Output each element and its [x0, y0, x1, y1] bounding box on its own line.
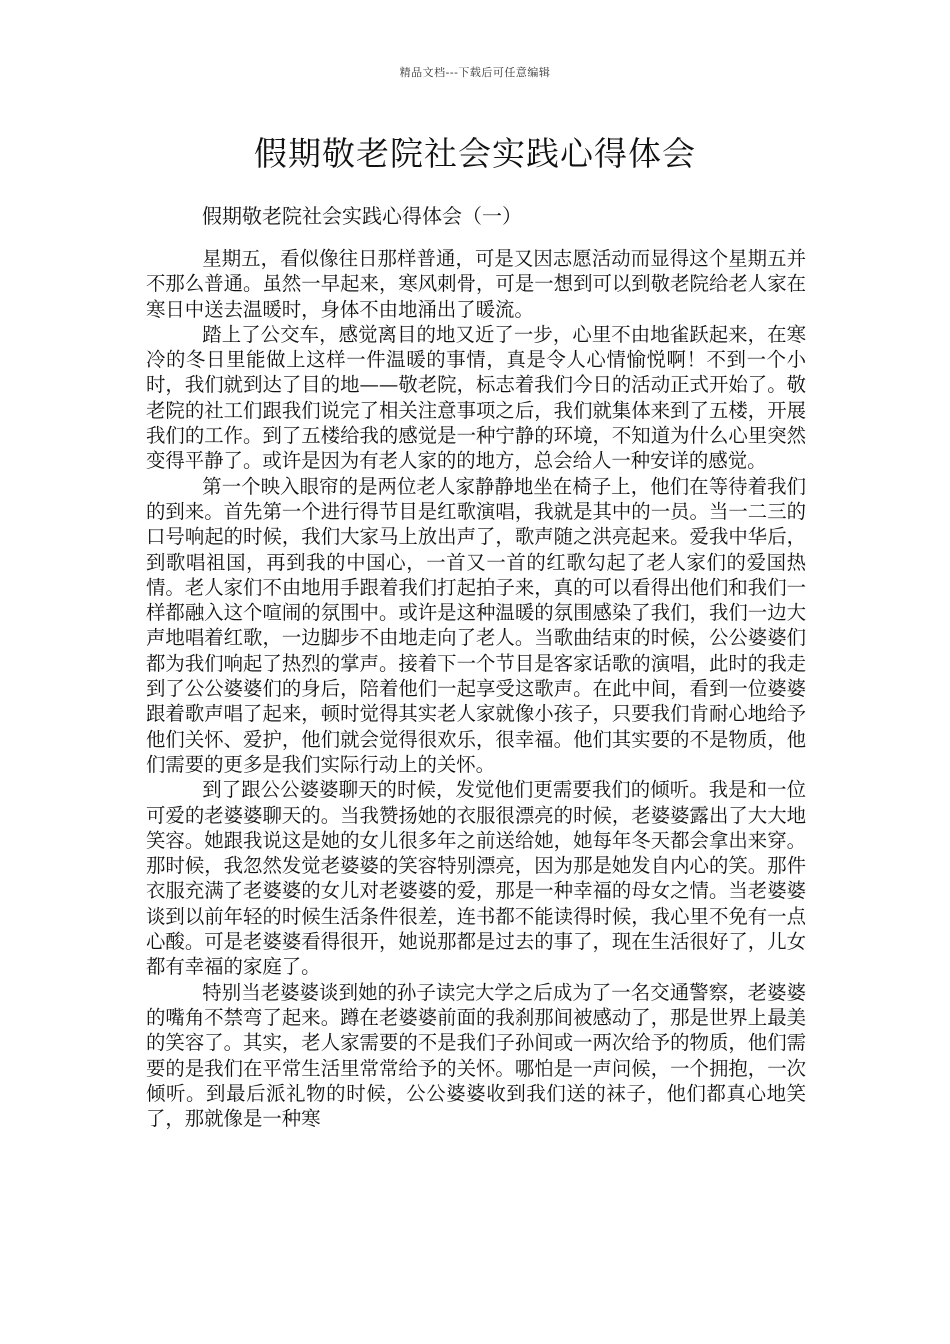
paragraph-5: 特别当老婆婆谈到她的孙子读完大学之后成为了一名交通警察，老婆婆的嘴角不禁弯了起来。蹲在老婆婆前面的我刹那间被感动了，那是世界上最美的笑容了。其实，老人家需要的不是我们子孙间或一两次给予的物质，他们需要的是我们在平常生活里常常给予的关怀。哪怕是一声问候，一个拥抱，一次倾听。到最后派礼物的时候，公公婆婆收到我们送的袜子，他们都真心地笑了，那就像是一种寒	[146, 980, 806, 1131]
section-subtitle: 假期敬老院社会实践心得体会（一）	[202, 204, 522, 228]
paragraph-3: 第一个映入眼帘的是两位老人家静静地坐在椅子上，他们在等待着我们的到来。首先第一个进行得节目是红歌演唱，我就是其中的一员。当一二三的口号响起的时候，我们大家马上放出声了，歌声随之洪亮起来。爱我中华后，到歌唱祖国，再到我的中国心，一首又一首的红歌勾起了老人家们的爱国热情。老人家们不由地用手跟着我们打起拍子来，真的可以看得出他们和我们一样都融入这个喧闹的氛围中。或许是这种温暖的氛围感染了我们，我们一边大声地唱着红歌，一边脚步不由地走向了老人。当歌曲结束的时候，公公婆婆们都为我们响起了热烈的掌声。接着下一个节目是客家话歌的演唱，此时的我走到了公公婆婆们的身后，陪着他们一起享受这歌声。在此中间，看到一位婆婆跟着歌声唱了起来，顿时觉得其实老人家就像小孩子，只要我们肯耐心地给予他们关怀、爱护，他们就会觉得很欢乐，很幸福。他们其实要的不是物质，他们需要的更多是我们实际行动上的关怀。	[146, 474, 806, 776]
paragraph-1: 星期五，看似像往日那样普通，可是又因志愿活动而显得这个星期五并不那么普通。虽然一早起来，寒风刺骨，可是一想到可以到敬老院给老人家在寒日中送去温暖时，身体不由地涌出了暖流。	[146, 247, 806, 321]
body-text	[146, 246, 806, 1131]
header-note: 精品文档---下载后可任意编辑	[399, 66, 551, 79]
paragraph-4: 到了跟公公婆婆聊天的时候，发觉他们更需要我们的倾听。我是和一位可爱的老婆婆聊天的。当我赞扬她的衣服很漂亮的时候，老婆婆露出了大大地笑容。她跟我说这是她的女儿很多年之前送给她，她每年冬天都会拿出来穿。那时候，我忽然发觉老婆婆的笑容特别漂亮，因为那是她发自内心的笑。那件衣服充满了老婆婆的女儿对老婆婆的爱，那是一种幸福的母女之情。当老婆婆谈到以前年轻的时候生活条件很差，连书都不能读得时候，我心里不免有一点心酸。可是老婆婆看得很开，她说那都是过去的事了，现在生活很好了，儿女都有幸福的家庭了。	[146, 778, 806, 979]
document-title: 假期敬老院社会实践心得体会	[254, 134, 696, 173]
paragraph-2: 踏上了公交车，感觉离目的地又近了一步，心里不由地雀跃起来，在寒冷的冬日里能做上这样一件温暖的事情，真是令人心情愉悦啊！不到一个小时，我们就到达了目的地——敬老院，标志着我们今日的活动正式开始了。敬老院的社工们跟我们说完了相关注意事项之后，我们就集体来到了五楼，开展我们的工作。到了五楼给我的感觉是一种宁静的环境，不知道为什么心里突然变得平静了。或许是因为有老人家的的地方，总会给人一种安详的感觉。	[146, 322, 806, 473]
